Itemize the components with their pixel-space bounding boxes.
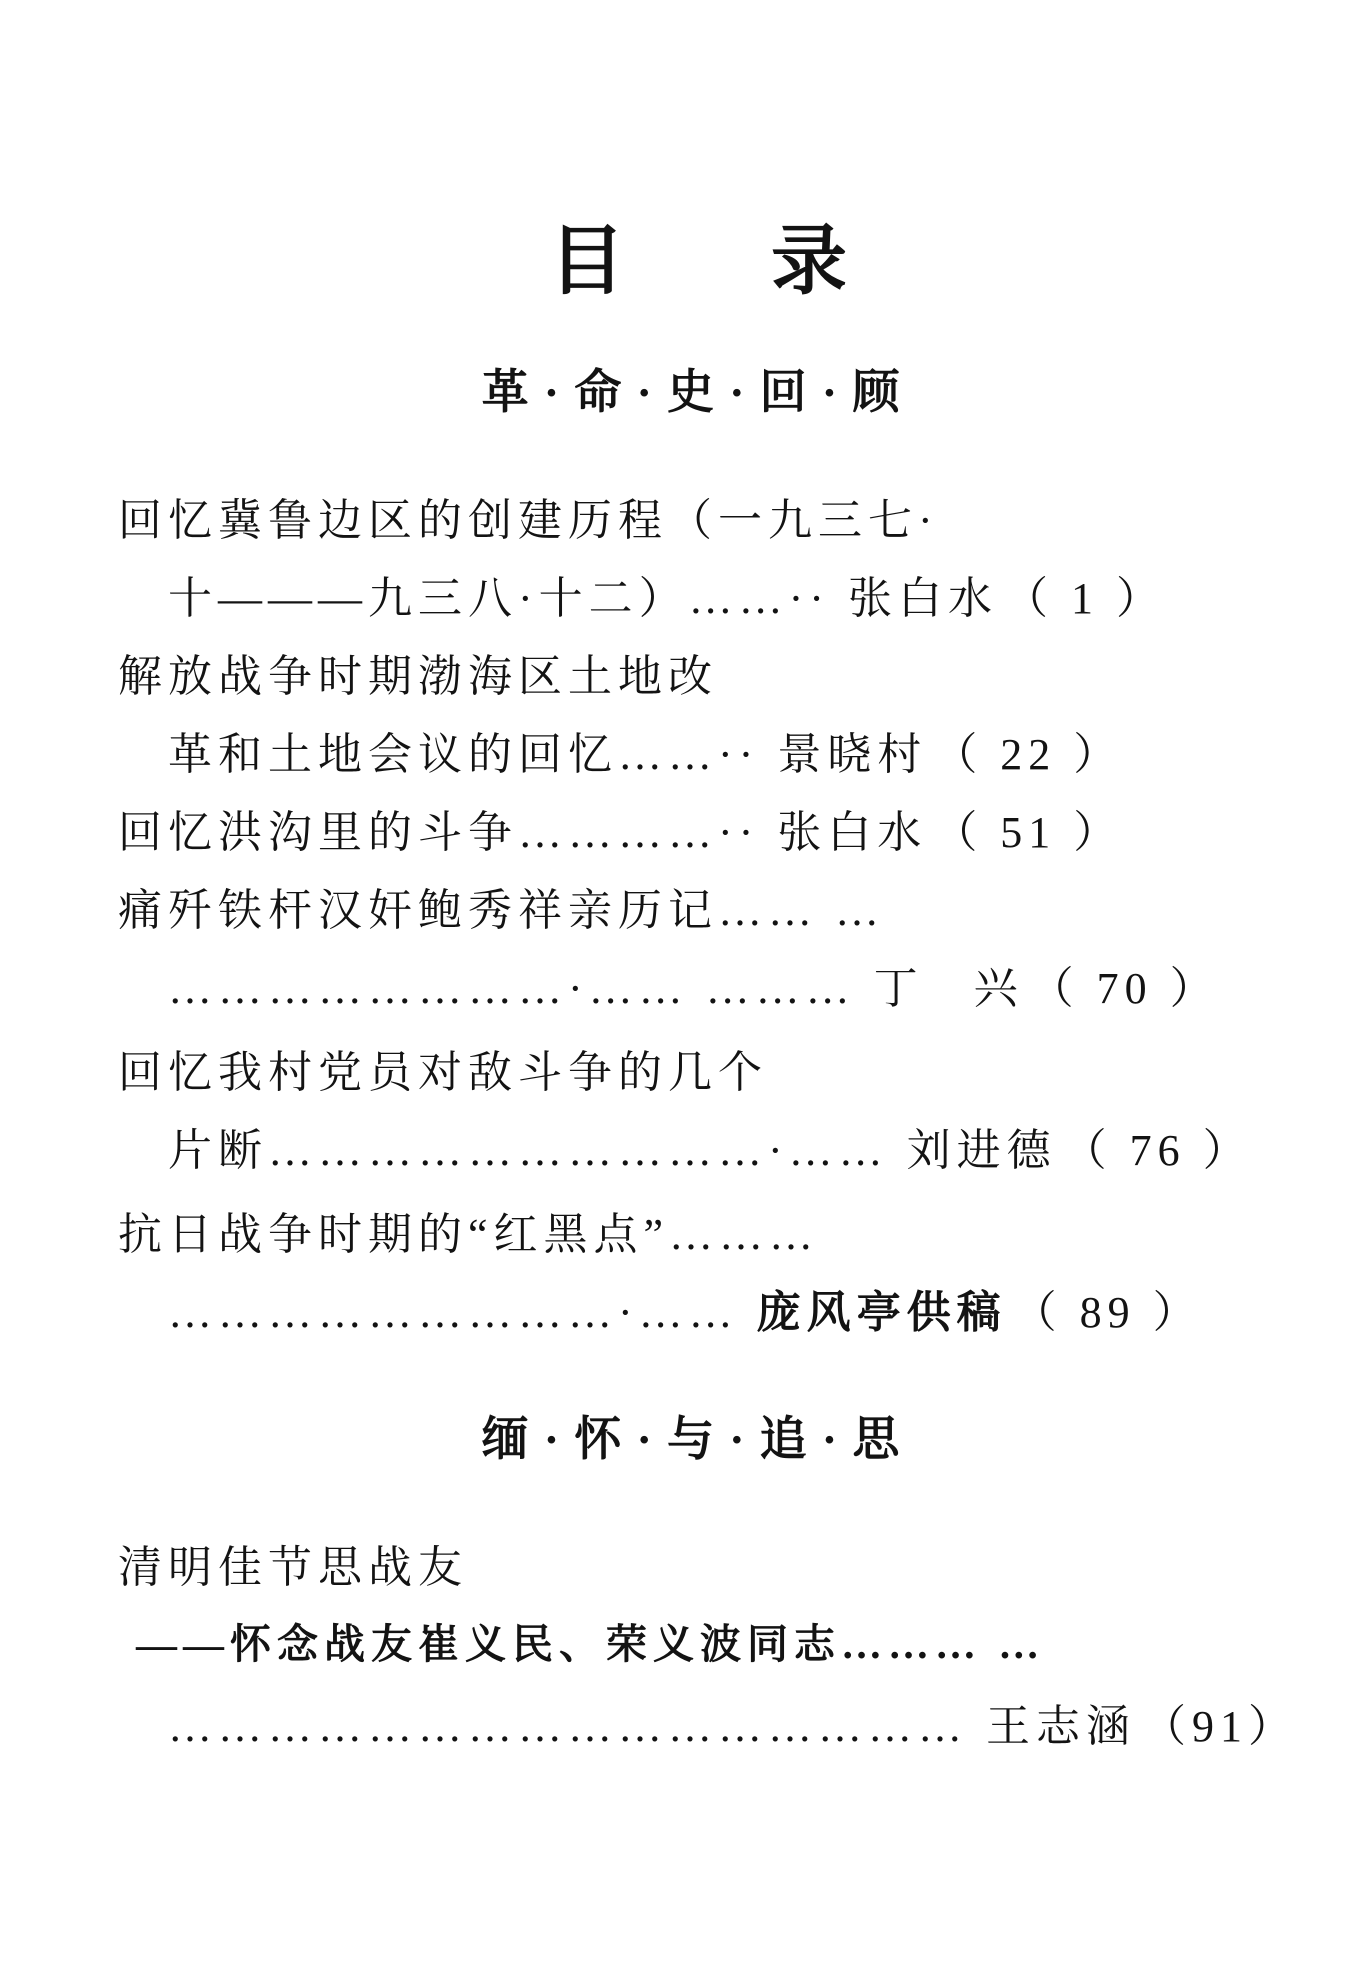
title-char-lu: 录	[771, 220, 847, 304]
entry-author: 张白水	[847, 574, 998, 623]
entry-author: 庞风亭供稿	[756, 1288, 1007, 1337]
toc-entry-line	[118, 1126, 1278, 1175]
toc-entry-line	[118, 574, 1278, 623]
toc-entry-line	[118, 1288, 1278, 1337]
toc-entry-line	[118, 808, 1278, 857]
toc-entry-line	[118, 1702, 1298, 1751]
entry-page-number: （91）	[1142, 1702, 1298, 1751]
toc-entry-line	[118, 1210, 1278, 1259]
entry-text: ……………………·…… ………	[168, 964, 856, 1013]
entry-text: ——怀念战友崔义民、荣义波同志……… …	[136, 1621, 1046, 1667]
entry-text: 解放战争时期渤海区土地改	[118, 652, 718, 701]
entry-author: 王志涵	[986, 1702, 1136, 1751]
entry-page-number: （ 76 ）	[1062, 1126, 1253, 1175]
entry-text: 抗日战争时期的“红黑点”………	[118, 1210, 820, 1259]
toc-entry-line	[118, 652, 1278, 701]
toc-entry-line	[118, 1543, 1278, 1592]
page-title	[118, 220, 1278, 304]
toc-entry-line	[118, 730, 1278, 779]
entry-author: 刘进德	[906, 1126, 1057, 1175]
entry-text: 革和土地会议的回忆……··	[168, 730, 760, 779]
entry-text: 片断…………………………·……	[168, 1126, 889, 1175]
section-header-revolutionary-history: 革·命·史·回·顾	[481, 367, 915, 419]
toc-entry-line	[118, 496, 1278, 545]
toc-entry-line	[118, 1048, 1278, 1097]
entry-page-number: （ 1 ）	[1003, 574, 1166, 623]
entry-text: 回忆洪沟里的斗争…………··	[118, 808, 760, 857]
entry-text: 回忆冀鲁边区的创建历程（一九三七·	[118, 496, 939, 545]
entry-text: 痛歼铁杆汉奸鲍秀祥亲历记…… …	[118, 886, 885, 935]
entry-author: 张白水	[777, 808, 928, 857]
entry-author: 景晓村	[777, 730, 928, 779]
entry-text: ………………………·……	[168, 1288, 739, 1337]
entry-text: 回忆我村党员对敌斗争的几个	[118, 1048, 768, 1097]
toc-entry-subtitle-line	[118, 1621, 1278, 1667]
entry-text: 清明佳节思战友	[118, 1543, 468, 1592]
toc-entry-line	[118, 964, 1278, 1013]
entry-page-number: （ 89 ）	[1012, 1288, 1203, 1337]
title-char-mu: 目	[549, 220, 625, 304]
toc-entry-line	[118, 886, 1278, 935]
toc-content	[118, 0, 1298, 1751]
entry-text: …………………………………………	[168, 1702, 968, 1751]
entry-page-number: （ 70 ）	[1029, 964, 1220, 1013]
entry-author: 丁 兴	[873, 964, 1024, 1013]
entry-text: 十———九三八·十二）……··	[168, 574, 830, 623]
entry-page-number: （ 22 ）	[933, 730, 1124, 779]
section-header-remembrance: 缅·怀·与·追·思	[481, 1414, 915, 1466]
entry-page-number: （ 51 ）	[933, 808, 1124, 857]
